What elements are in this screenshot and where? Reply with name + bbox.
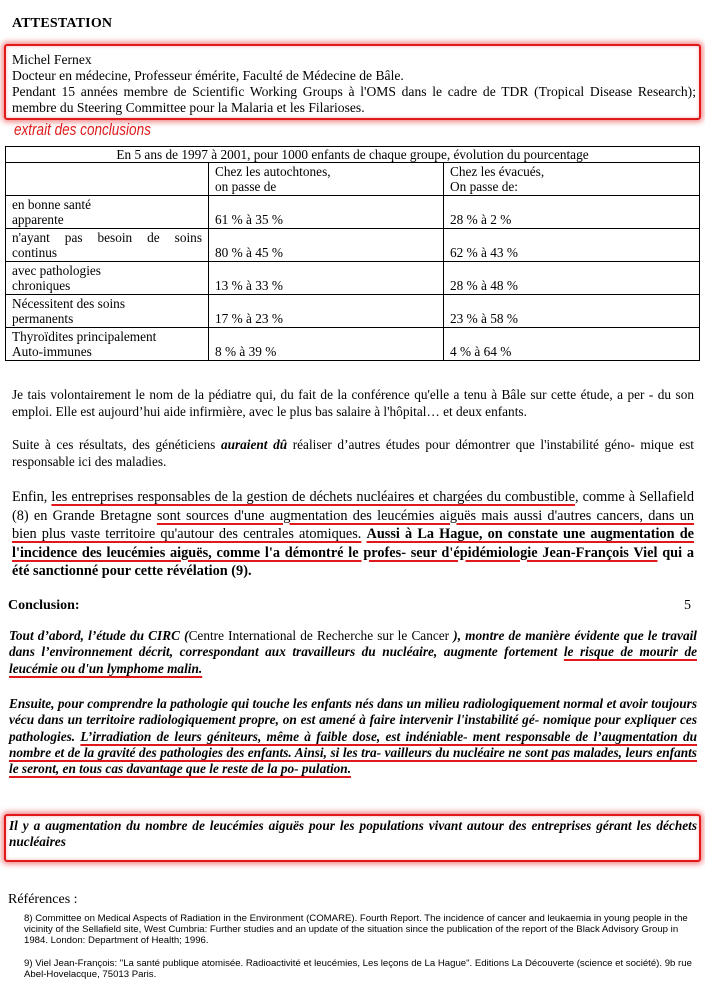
paragraph-geneticiens <box>12 436 694 470</box>
row-label <box>6 328 209 361</box>
author-affiliation: Pendant 15 années membre de Scientific Working Groups à l'OMS dans le cadre de TDR (Tropical Disease Research); membre du Steering Committee pour la Malaria et les Filarioses. <box>12 84 696 115</box>
table-row <box>6 295 700 328</box>
row-value-autochtones: 13 % à 33 % <box>209 262 444 295</box>
row-label-line2: Auto-immunes <box>12 344 92 359</box>
row-label-line2: permanents <box>12 311 74 326</box>
table-caption: En 5 ans de 1997 à 2001, pour 1000 enfants de chaque groupe, évolution du pourcentage <box>6 147 700 163</box>
para2-emphasis: auraient dû <box>220 437 288 452</box>
paragraph-entreprises <box>12 488 694 581</box>
header-empty-cell <box>6 163 209 196</box>
row-label <box>6 295 209 328</box>
header-autochtones-line2: on passe de <box>215 179 277 194</box>
row-label-line1: Thyroïdites principalement <box>12 329 157 344</box>
row-label-line2: continus <box>12 245 58 260</box>
final-conclusion: Il y a augmentation du nombre de leucémies aiguës pour les populations vivant autour des entreprises gérant les déchets nucléaires <box>9 818 697 850</box>
header-autochtones <box>209 163 444 196</box>
row-value-autochtones: 8 % à 39 % <box>209 328 444 361</box>
row-label <box>6 262 209 295</box>
table-caption-row <box>6 147 700 163</box>
paragraph-pediatre: Je tais volontairement le nom de la pédiatre qui, du fait de la conférence qu'elle a tenu à Bâle sur cette étude, a per - du son emploi. Elle est aujourd’hui aide infirmière, avec le plus bas salaire à l'hôpital… et deux enfants. <box>12 387 694 419</box>
row-value-evacues: 28 % à 2 % <box>444 196 700 229</box>
table-row <box>6 229 700 262</box>
extrait-label: extrait des conclusions <box>14 121 151 139</box>
page-number: 5 <box>684 598 691 613</box>
header-evacues-line2: On passe de: <box>450 179 518 194</box>
row-value-autochtones: 80 % à 45 % <box>209 229 444 262</box>
reference-9: 9) Viel Jean-François: "La santé publique atomisée. Radioactivité et leucémies, Les leçons de La Hague". Editions La Découverte (science et société). 9b rue Abel-Hovelacque, 75013 Paris. <box>24 958 692 980</box>
para3-underlined-sources: sont sources d'une augmentation des leucémies aiguës mais aussi d'autres cancers, dans un bien plus vaste territoire qu'autour des centrales atomiques. <box>12 507 694 542</box>
references-title: Références : <box>8 892 78 907</box>
reference-8: 8) Committee on Medical Aspects of Radiation in the Environment (COMARE). Fourth Report. The incidence of cancer and leukaemia in young people in the vicinity of the Sellafield site, West Cumbria: Further studies and an update of the situation since the publication of the report of the Black Advisory Group in 1984. London: Department of Health; 1996. <box>24 913 688 946</box>
conclusion-circ <box>9 628 697 677</box>
para3-text-c: , comme à Sellafield (8) en Grande Bretagne <box>12 489 694 524</box>
para2-text-c: réaliser d’autres études pour démontrer que l'instabilité géno- mique est responsable ici des maladies. <box>12 437 694 469</box>
para3-bold-sanction: qui a été sanctionné pour cette révélation (9). <box>12 544 694 579</box>
table-row <box>6 328 700 361</box>
document-title: ATTESTATION <box>12 16 113 31</box>
author-title: Docteur en médecine, Professeur émérite, Faculté de Médecine de Bâle. <box>12 68 404 83</box>
author-name: Michel Fernex <box>12 52 92 67</box>
row-value-evacues: 4 % à 64 % <box>444 328 700 361</box>
row-label-line2: apparente <box>12 212 64 227</box>
row-value-autochtones: 17 % à 23 % <box>209 295 444 328</box>
conclusion-enfants <box>9 696 697 777</box>
para3-underlined-entreprises: les entreprises responsables de la gestion de déchets nucléaires et chargées du combustible <box>51 489 575 505</box>
conc2-underlined-irradiation: L’irradiation de leurs géniteurs, même à faible dose, est indéniable- ment responsable de l’augmentation du nombre et de la gravité des pathologies des enfants. Ainsi, si les tra- vailleurs du nucléaire ne sont pas malades, leurs enfants le seront, en tous cas davantage que le reste de la po- pulation. <box>9 728 697 777</box>
para3-bold-la-hague: Aussi à La Hague, on constate une augmentation de l'incidence des leucémies aiguës, comme l'a démontré le profes- seur d'épidémiologie Jean-François Viel <box>12 526 694 561</box>
conc2-text-a: Ensuite, pour comprendre la pathologie qui touche les enfants nés dans un milieu radiologiquement normal et avoir toujours vécu dans un territoire radiologiquement propre, on est amené à faire intervenir l'instabilité gé- nomique pour expliquer ces pathologies. <box>9 696 697 744</box>
results-table <box>5 146 700 361</box>
conc1-text-c: ), montre de manière évidente que le travail dans l’environnement décrit, correspondant aux travailleurs du nucléaire, augmente fortement <box>9 628 697 660</box>
header-evacues-line1: Chez les évacués, <box>450 164 545 179</box>
row-value-evacues: 23 % à 58 % <box>444 295 700 328</box>
row-label-line1: Nécessitent des soins <box>12 296 126 311</box>
row-value-evacues: 62 % à 43 % <box>444 229 700 262</box>
table-row <box>6 196 700 229</box>
header-evacues <box>444 163 700 196</box>
conc1-circ-name: Centre International de Recherche sur le Cancer <box>188 628 454 643</box>
table-row <box>6 262 700 295</box>
row-label-line1: en bonne santé <box>12 197 92 212</box>
para3-text-a: Enfin, <box>12 489 52 505</box>
conc1-text-a: Tout d’abord, l’étude du CIRC ( <box>9 628 189 643</box>
conclusion-title: Conclusion: <box>8 598 80 613</box>
author-block <box>12 52 696 116</box>
conc1-underlined-risk: le risque de mourir de leucémie ou d'un lymphome malin. <box>9 644 697 676</box>
row-label-line1: n'ayant pas besoin de soins <box>12 230 202 245</box>
row-label <box>6 229 209 262</box>
row-label <box>6 196 209 229</box>
table-header-row <box>6 163 700 196</box>
row-value-evacues: 28 % à 48 % <box>444 262 700 295</box>
para2-text-a: Suite à ces résultats, des généticiens <box>12 437 221 452</box>
row-label-line1: avec pathologies <box>12 263 101 278</box>
row-label-line2: chroniques <box>12 278 71 293</box>
row-value-autochtones: 61 % à 35 % <box>209 196 444 229</box>
header-autochtones-line1: Chez les autochtones, <box>215 164 331 179</box>
